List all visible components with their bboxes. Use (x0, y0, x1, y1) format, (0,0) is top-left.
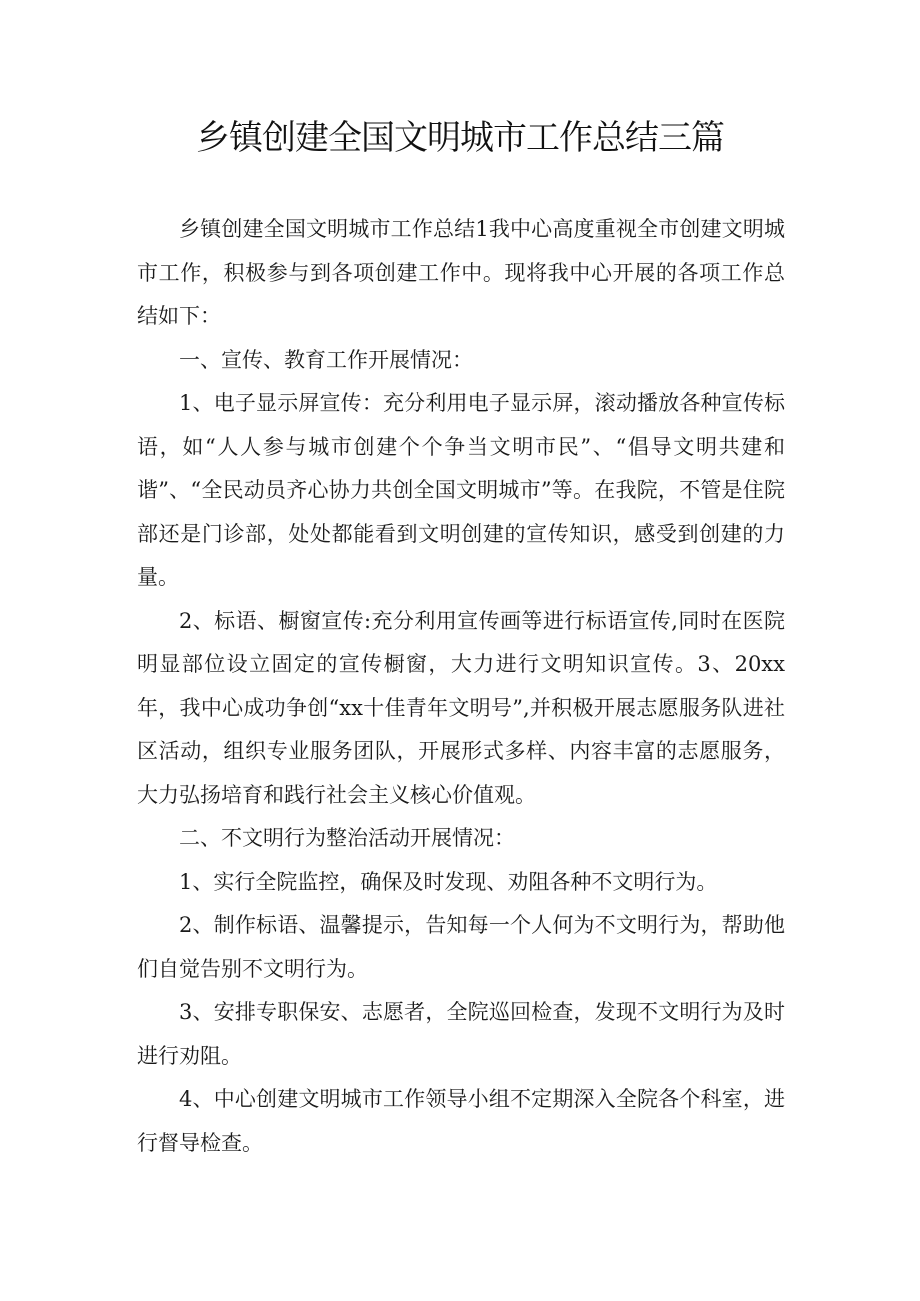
document-body (137, 208, 785, 1165)
page-title: 乡镇创建全国文明城市工作总结三篇 (196, 118, 724, 158)
section-heading-2: 二、不文明行为整治活动开展情况： (179, 826, 515, 850)
paragraph-2-3: 3、安排专职保安、志愿者，全院巡回检查，发现不文明行为及时进行劝阻。 (137, 1000, 785, 1068)
paragraph-intro: 乡镇创建全国文明城市工作总结1我中心高度重视全市创建文明城市工作，积极参与到各项创建工作中。现将我中心开展的各项工作总结如下： (137, 217, 785, 328)
paragraph-2-1: 1、实行全院监控，确保及时发现、劝阻各种不文明行为。 (179, 869, 718, 894)
paragraph-1-1: 1、电子显示屏宣传：充分利用电子显示屏，滚动播放各种宣传标语，如“人人参与城市创建个个争当文明市民”、“倡导文明共建和谐”、“全民动员齐心协力共创全国文明城市”等。在我院，不管是住院部还是门诊部，处处都能看到文明创建的宣传知识，感受到创建的力量。 (137, 391, 785, 589)
paragraph-2-2: 2、制作标语、温馨提示，告知每一个人何为不文明行为，帮助他们自觉告别不文明行为。 (137, 913, 785, 981)
paragraph-2-4: 4、中心创建文明城市工作领导小组不定期深入全院各个科室，进行督导检查。 (137, 1087, 785, 1155)
paragraph-1-2: 2、标语、橱窗宣传:充分利用宣传画等进行标语宣传,同时在医院明显部位设立固定的宣传橱窗，大力进行文明知识宣传。3、20xx年，我中心成功争创“xx十佳青年文明号”,并积极开展志愿服务队进社区活动，组织专业服务团队，开展形式多样、内容丰富的志愿服务，大力弘扬培育和践行社会主义核心价值观。 (137, 608, 785, 807)
section-heading-1: 一、宣传、教育工作开展情况： (179, 347, 473, 372)
